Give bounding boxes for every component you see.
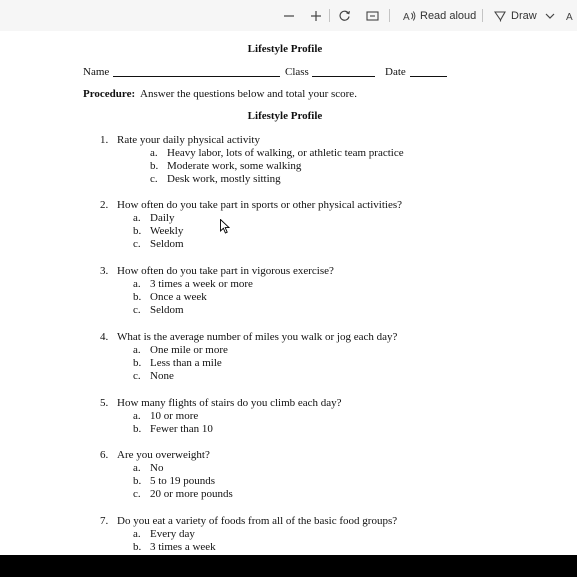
- name-blank-line: [113, 76, 280, 77]
- option-letter: a.: [150, 147, 158, 159]
- option-text: Seldom: [150, 304, 184, 316]
- toolbar-separator: [329, 9, 330, 22]
- fit-page-button[interactable]: [366, 0, 379, 31]
- option-text: Seldom: [150, 238, 184, 250]
- option-letter: b.: [133, 225, 142, 237]
- mouse-pointer-icon: [220, 219, 230, 239]
- minus-icon: [283, 10, 295, 22]
- question-number: 6.: [100, 449, 109, 461]
- reader-toolbar: [0, 0, 577, 32]
- option-letter: b.: [133, 291, 142, 303]
- procedure-line: [83, 88, 357, 101]
- option-text: 10 or more: [150, 410, 199, 422]
- option-letter: a.: [133, 212, 141, 224]
- option-letter: a.: [133, 278, 141, 290]
- option-text: Moderate work, some walking: [167, 160, 302, 172]
- chevron-down-icon: [545, 12, 555, 20]
- read-aloud-button[interactable]: [403, 0, 476, 31]
- read-aloud-icon: [403, 10, 416, 22]
- option-text: 3 times a week: [150, 541, 216, 553]
- option-letter: b.: [133, 423, 142, 435]
- procedure-label: Procedure:: [83, 88, 136, 100]
- option-text: One mile or more: [150, 344, 228, 356]
- option-letter: b.: [133, 357, 142, 369]
- draw-button[interactable]: [494, 0, 537, 31]
- date-field-label: Date: [385, 66, 406, 78]
- option-text: Desk work, mostly sitting: [167, 173, 281, 185]
- option-letter: c.: [133, 304, 141, 316]
- question-number: 3.: [100, 265, 109, 277]
- plus-icon: [310, 10, 322, 22]
- toolbar-separator: [389, 9, 390, 22]
- text-select-button[interactable]: [566, 0, 576, 31]
- document-page: [0, 31, 577, 555]
- option-text: 3 times a week or more: [150, 278, 253, 290]
- name-field-label: Name: [83, 66, 110, 78]
- option-text: Less than a mile: [150, 357, 222, 369]
- svg-text:A: A: [403, 11, 410, 22]
- option-letter: a.: [133, 410, 141, 422]
- option-text: Weekly: [150, 225, 184, 237]
- question-text: How often do you take part in sports or other physical activities?: [117, 199, 403, 211]
- draw-pen-icon: [494, 10, 506, 22]
- option-letter: c.: [133, 370, 141, 382]
- draw-options-dropdown[interactable]: [545, 0, 555, 31]
- option-text: 20 or more pounds: [150, 488, 233, 500]
- question-number: 2.: [100, 199, 109, 211]
- option-text: No: [150, 462, 164, 474]
- option-text: Once a week: [150, 291, 207, 303]
- read-aloud-label: Read aloud: [420, 9, 477, 22]
- text-cursor-icon: [566, 10, 576, 22]
- option-text: 5 to 19 pounds: [150, 475, 216, 487]
- rotate-icon: [338, 9, 351, 22]
- document-title: Lifestyle Profile: [247, 43, 323, 55]
- option-text: Heavy labor, lots of walking, or athletic team practice: [167, 147, 404, 159]
- rotate-button[interactable]: [338, 0, 351, 31]
- question-number: 7.: [100, 515, 109, 527]
- option-letter: b.: [150, 160, 159, 172]
- option-letter: c.: [133, 238, 141, 250]
- option-letter: b.: [133, 475, 142, 487]
- option-letter: c.: [133, 488, 141, 500]
- question-text: How often do you take part in vigorous exercise?: [117, 265, 334, 277]
- question-number: 4.: [100, 331, 109, 343]
- option-letter: c.: [150, 173, 158, 185]
- option-letter: a.: [133, 528, 141, 540]
- svg-text:A: A: [566, 11, 573, 22]
- section-title: Lifestyle Profile: [247, 110, 323, 122]
- option-letter: a.: [133, 462, 141, 474]
- option-text: Fewer than 10: [150, 423, 213, 435]
- class-blank-line: [312, 76, 375, 77]
- question-text: What is the average number of miles you walk or jog each day?: [117, 331, 398, 343]
- question-number: 5.: [100, 397, 109, 409]
- question-text: How many flights of stairs do you climb each day?: [117, 397, 342, 409]
- fit-page-icon: [366, 10, 379, 22]
- question-text: Are you overweight?: [117, 449, 210, 461]
- option-text: Daily: [150, 212, 175, 224]
- zoom-out-button[interactable]: [283, 0, 295, 31]
- date-blank-line: [410, 76, 447, 77]
- option-letter: b.: [133, 541, 142, 553]
- option-text: None: [150, 370, 174, 382]
- procedure-text: Answer the questions below and total your score.: [140, 88, 357, 100]
- question-text: Rate your daily physical activity: [117, 134, 260, 146]
- draw-label: Draw: [511, 9, 537, 22]
- question-number: 1.: [100, 134, 109, 146]
- toolbar-separator: [482, 9, 483, 22]
- zoom-in-button[interactable]: [310, 0, 322, 31]
- option-text: Every day: [150, 528, 195, 540]
- option-letter: a.: [133, 344, 141, 356]
- class-field-label: Class: [285, 66, 309, 78]
- taskbar-strip: [0, 555, 577, 577]
- question-text: Do you eat a variety of foods from all of the basic food groups?: [117, 515, 398, 527]
